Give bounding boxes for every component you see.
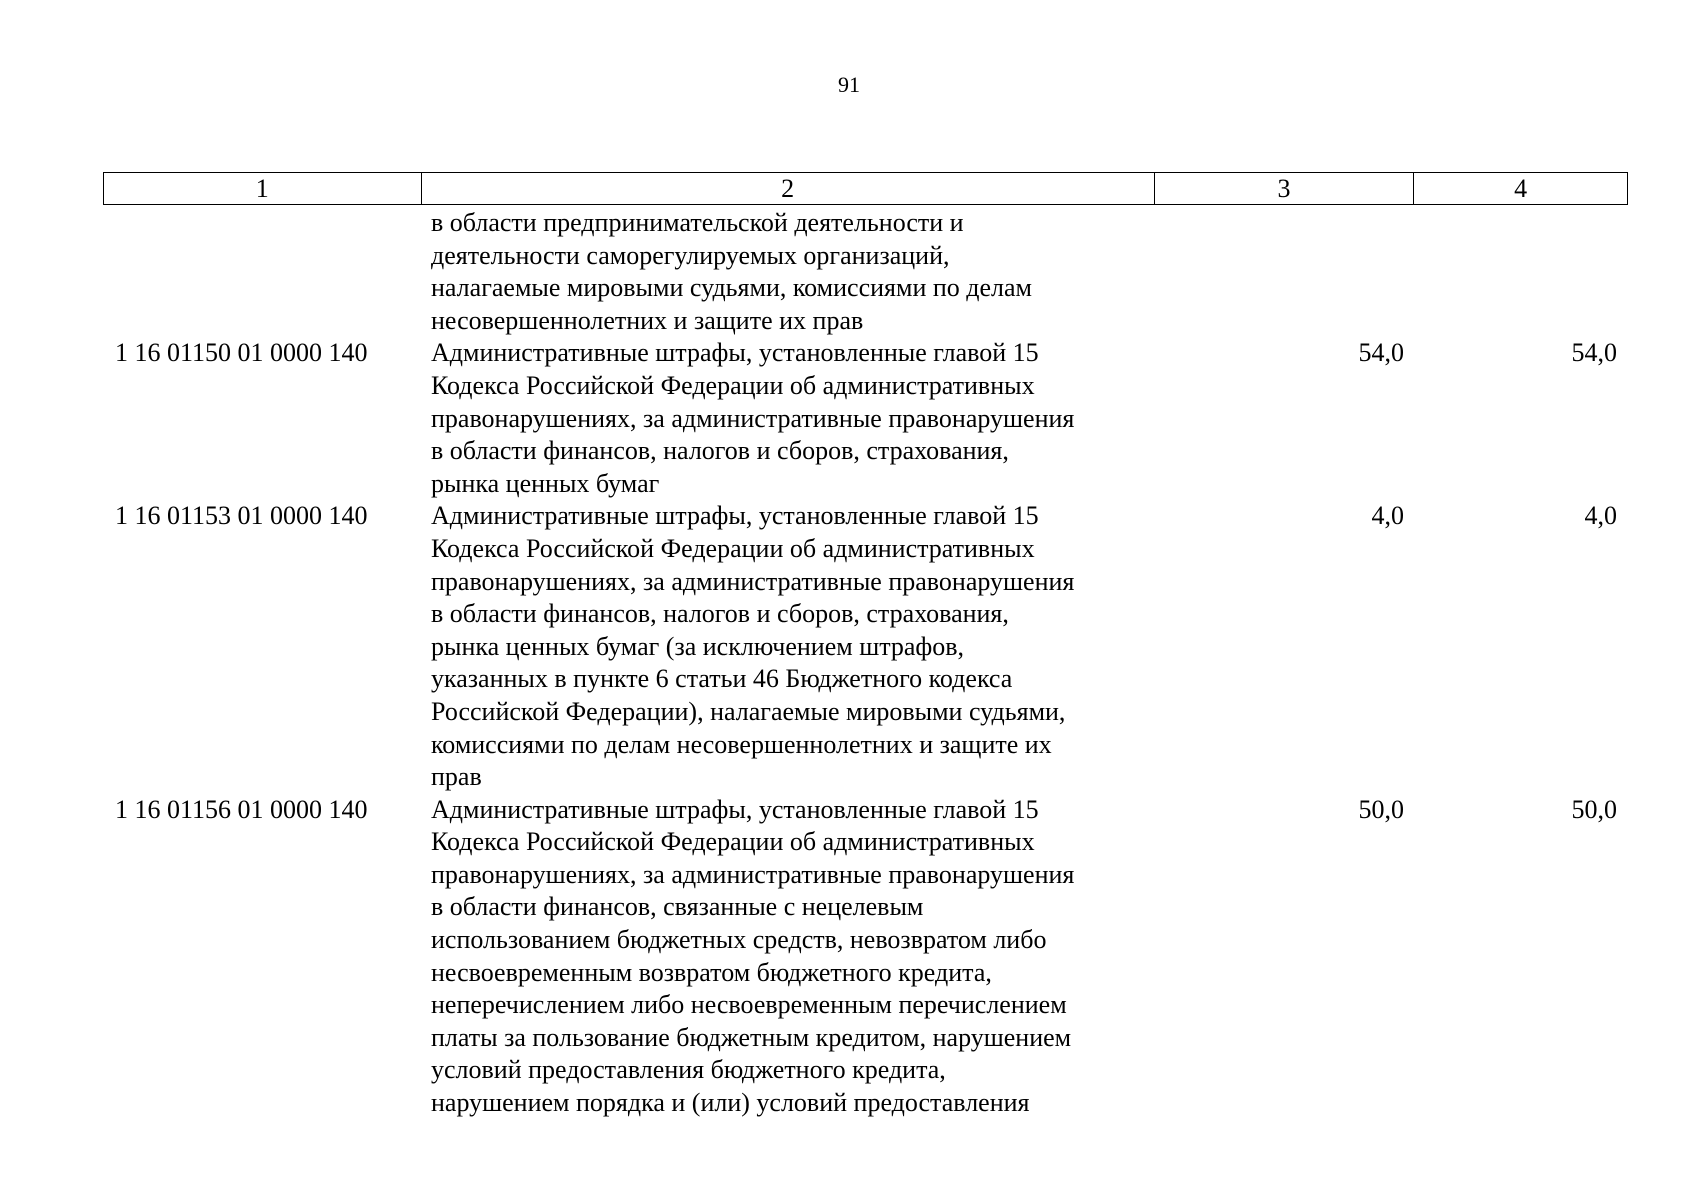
header-col-2: 2	[422, 173, 1155, 204]
row-description	[421, 500, 1155, 793]
description-line: в области финансов, налогов и сборов, страхования,	[431, 436, 1009, 466]
row-code: 1 16 01150 01 0000 140	[115, 338, 368, 368]
description-line: использованием бюджетных средств, невозвратом либо	[431, 925, 1047, 955]
table-row	[103, 794, 1628, 1120]
table-row	[103, 337, 1628, 500]
description-line: правонарушениях, за административные правонарушения	[431, 566, 1075, 596]
header-col-1: 1	[104, 173, 422, 204]
row-code: 1 16 01153 01 0000 140	[115, 501, 368, 531]
description-line: Кодекса Российской Федерации об административных	[431, 533, 1035, 563]
table-header	[103, 172, 1628, 205]
description-line: несовершеннолетних и защите их прав	[431, 305, 864, 335]
row-value-col4: 4,0	[1584, 501, 1617, 531]
page-number: 91	[838, 72, 860, 97]
description-line: рынка ценных бумаг (за исключением штрафов,	[431, 631, 965, 661]
description-line: налагаемые мировыми судьями, комиссиями по делам	[431, 273, 1033, 303]
row-description	[421, 794, 1155, 1120]
description-line: несвоевременным возвратом бюджетного кредита,	[431, 957, 992, 987]
row-value-col3: 54,0	[1358, 338, 1404, 368]
description-line: в области финансов, связанные с нецелевым	[431, 892, 924, 922]
row-description	[421, 337, 1155, 500]
description-line: прав	[431, 762, 482, 792]
description-line: правонарушениях, за административные правонарушения	[431, 403, 1075, 433]
row-code: 1 16 01156 01 0000 140	[115, 794, 368, 824]
description-line: в области предпринимательской деятельности и	[431, 208, 964, 237]
table-row	[103, 500, 1628, 793]
description-line: комиссиями по делам несовершеннолетних и защите их	[431, 729, 1052, 759]
description-line: Кодекса Российской Федерации об административных	[431, 827, 1035, 857]
description-line: указанных в пункте 6 статьи 46 Бюджетного кодекса	[431, 664, 1013, 694]
description-line: неперечислением либо несвоевременным перечислением	[431, 990, 1067, 1020]
description-line: правонарушениях, за административные правонарушения	[431, 859, 1075, 889]
row-description	[421, 207, 1155, 337]
row-value-col4: 54,0	[1571, 338, 1617, 368]
row-value-col4	[1415, 207, 1628, 337]
description-line: Административные штрафы, установленные главой 15	[431, 794, 1039, 824]
description-line: платы за пользование бюджетным кредитом, нарушением	[431, 1022, 1072, 1052]
table-body	[103, 207, 1628, 1120]
row-code	[103, 207, 421, 337]
description-line: Российской Федерации), налагаемые мировыми судьями,	[431, 696, 1066, 726]
description-line: Административные штрафы, установленные главой 15	[431, 338, 1039, 368]
description-line: рынка ценных бумаг	[431, 468, 660, 498]
header-col-3: 3	[1155, 173, 1415, 204]
description-line: условий предоставления бюджетного кредита,	[431, 1055, 946, 1085]
description-line: Административные штрафы, установленные главой 15	[431, 501, 1039, 531]
description-line: нарушением порядка и (или) условий предоставления	[431, 1088, 1030, 1118]
row-value-col3	[1155, 207, 1415, 337]
description-line: Кодекса Российской Федерации об административных	[431, 370, 1035, 400]
row-value-col3: 4,0	[1371, 501, 1404, 531]
table-row-continuation	[103, 207, 1628, 337]
description-line: деятельности саморегулируемых организаций,	[431, 240, 950, 270]
row-value-col3: 50,0	[1358, 794, 1404, 824]
row-value-col4: 50,0	[1571, 794, 1617, 824]
header-col-4: 4	[1514, 174, 1528, 203]
description-line: в области финансов, налогов и сборов, страхования,	[431, 599, 1009, 629]
